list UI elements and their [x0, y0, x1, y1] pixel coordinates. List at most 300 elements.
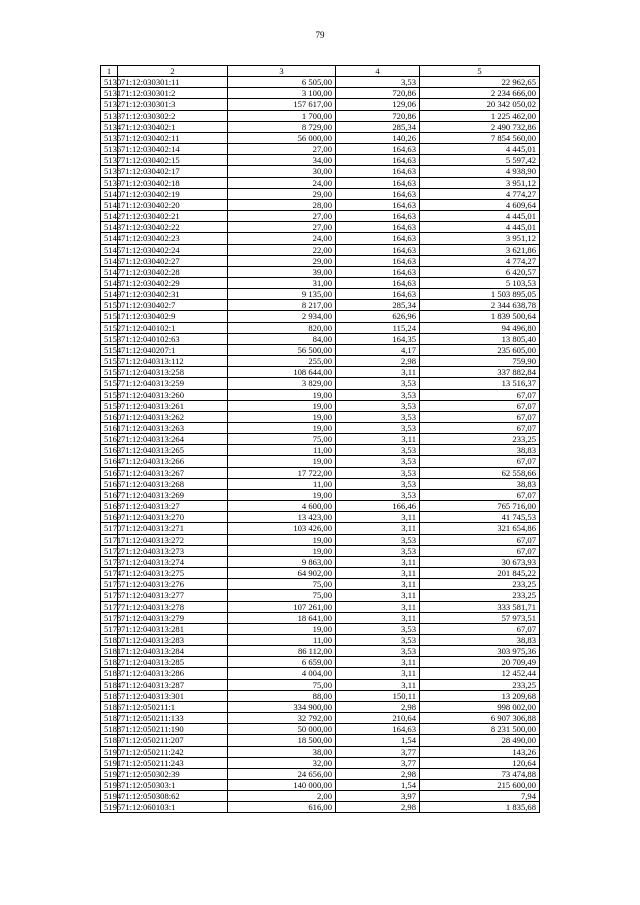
cadastral-number-cell: 71:12:040313:263: [118, 423, 228, 434]
row-number-cell: 5141: [101, 199, 118, 210]
row-number-cell: 5161: [101, 423, 118, 434]
area-value-cell: 9 863,00: [228, 556, 336, 567]
cadastral-value-cell: 321 654,86: [420, 523, 540, 534]
cadastral-value-cell: 28 490,00: [420, 735, 540, 746]
row-number-cell: 5152: [101, 322, 118, 333]
area-value-cell: 2 934,00: [228, 311, 336, 322]
area-value-cell: 4 004,00: [228, 668, 336, 679]
specific-value-cell: 164,35: [336, 333, 420, 344]
table-row: [101, 300, 540, 311]
area-value-cell: 3 829,00: [228, 378, 336, 389]
cadastral-value-cell: 201 845,22: [420, 568, 540, 579]
table-row: [101, 144, 540, 155]
specific-value-cell: 164,63: [336, 289, 420, 300]
specific-value-cell: 3,53: [336, 467, 420, 478]
table-body: [101, 77, 540, 813]
table-row: [101, 322, 540, 333]
cadastral-value-cell: 41 745,53: [420, 512, 540, 523]
cadastral-number-cell: 71:12:030301:11: [118, 77, 228, 88]
row-number-cell: 5186: [101, 701, 118, 712]
row-number-cell: 5133: [101, 110, 118, 121]
cadastral-number-cell: 71:12:030301:2: [118, 88, 228, 99]
cadastral-value-cell: 38,83: [420, 478, 540, 489]
table-row: [101, 411, 540, 422]
table-row: [101, 311, 540, 322]
area-value-cell: 75,00: [228, 579, 336, 590]
cadastral-value-cell: 303 975,36: [420, 646, 540, 657]
table-row: [101, 333, 540, 344]
area-value-cell: 11,00: [228, 634, 336, 645]
cadastral-number-cell: 71:12:050211:242: [118, 746, 228, 757]
specific-value-cell: 164,63: [336, 211, 420, 222]
row-number-cell: 5158: [101, 389, 118, 400]
cadastral-value-cell: 1 503 895,05: [420, 289, 540, 300]
specific-value-cell: 3,11: [336, 523, 420, 534]
specific-value-cell: 3,53: [336, 400, 420, 411]
specific-value-cell: 2,98: [336, 701, 420, 712]
area-value-cell: 22,00: [228, 244, 336, 255]
cadastral-value-cell: 57 973,51: [420, 612, 540, 623]
cadastral-value-cell: 62 558,66: [420, 467, 540, 478]
specific-value-cell: 3,11: [336, 568, 420, 579]
row-number-cell: 5194: [101, 791, 118, 802]
column-header-3: 3: [228, 66, 336, 77]
area-value-cell: 107 261,00: [228, 601, 336, 612]
row-number-cell: 5176: [101, 590, 118, 601]
table-row: [101, 523, 540, 534]
cadastral-number-cell: 71:12:040313:279: [118, 612, 228, 623]
specific-value-cell: 3,11: [336, 601, 420, 612]
table-row: [101, 378, 540, 389]
specific-value-cell: 3,53: [336, 478, 420, 489]
area-value-cell: 1 700,00: [228, 110, 336, 121]
row-number-cell: 5163: [101, 445, 118, 456]
specific-value-cell: 129,06: [336, 99, 420, 110]
row-number-cell: 5178: [101, 612, 118, 623]
specific-value-cell: 3,77: [336, 746, 420, 757]
cadastral-number-cell: 71:12:040207:1: [118, 344, 228, 355]
cadastral-number-cell: 71:12:030402:1: [118, 121, 228, 132]
table-row: [101, 512, 540, 523]
table-row: [101, 534, 540, 545]
cadastral-number-cell: 71:12:040313:112: [118, 356, 228, 367]
cadastral-value-cell: 13 805,40: [420, 333, 540, 344]
row-number-cell: 5138: [101, 166, 118, 177]
cadastral-value-cell: 3 951,12: [420, 233, 540, 244]
table-row: [101, 222, 540, 233]
cadastral-value-cell: 4 938,90: [420, 166, 540, 177]
table-row: [101, 445, 540, 456]
table-row: [101, 266, 540, 277]
cadastral-number-cell: 71:12:040313:275: [118, 568, 228, 579]
specific-value-cell: 3,11: [336, 434, 420, 445]
area-value-cell: 19,00: [228, 400, 336, 411]
specific-value-cell: 1,54: [336, 735, 420, 746]
row-number-cell: 5190: [101, 746, 118, 757]
area-value-cell: 18 641,00: [228, 612, 336, 623]
cadastral-value-cell: 4 609,64: [420, 199, 540, 210]
area-value-cell: 27,00: [228, 211, 336, 222]
cadastral-number-cell: 71:12:040313:271: [118, 523, 228, 534]
cadastral-number-cell: 71:12:040313:283: [118, 634, 228, 645]
row-number-cell: 5167: [101, 489, 118, 500]
row-number-cell: 5162: [101, 434, 118, 445]
cadastral-value-cell: 8 231 500,00: [420, 724, 540, 735]
area-value-cell: 27,00: [228, 222, 336, 233]
area-value-cell: 75,00: [228, 679, 336, 690]
area-value-cell: 30,00: [228, 166, 336, 177]
row-number-cell: 5177: [101, 601, 118, 612]
row-number-cell: 5156: [101, 367, 118, 378]
cadastral-value-cell: 1 835,68: [420, 802, 540, 813]
table-row: [101, 99, 540, 110]
row-number-cell: 5151: [101, 311, 118, 322]
row-number-cell: 5187: [101, 713, 118, 724]
cadastral-number-cell: 71:12:030402:20: [118, 199, 228, 210]
specific-value-cell: 164,63: [336, 244, 420, 255]
cadastral-value-cell: 337 882,84: [420, 367, 540, 378]
row-number-cell: 5146: [101, 255, 118, 266]
table-row: [101, 389, 540, 400]
row-number-cell: 5139: [101, 177, 118, 188]
cadastral-number-cell: 71:12:050303:1: [118, 780, 228, 791]
table-row: [101, 735, 540, 746]
table-row: [101, 657, 540, 668]
cadastral-number-cell: 71:12:050211:133: [118, 713, 228, 724]
area-value-cell: 27,00: [228, 144, 336, 155]
cadastral-value-cell: 67,07: [420, 545, 540, 556]
cadastral-value-cell: 67,07: [420, 389, 540, 400]
cadastral-value-cell: 759,90: [420, 356, 540, 367]
area-value-cell: 17 722,00: [228, 467, 336, 478]
area-value-cell: 75,00: [228, 590, 336, 601]
specific-value-cell: 164,63: [336, 266, 420, 277]
area-value-cell: 334 900,00: [228, 701, 336, 712]
cadastral-number-cell: 71:12:030402:28: [118, 266, 228, 277]
row-number-cell: 5193: [101, 780, 118, 791]
table-row: [101, 188, 540, 199]
cadastral-value-cell: 120,64: [420, 757, 540, 768]
cadastral-number-cell: 71:12:030402:18: [118, 177, 228, 188]
area-value-cell: 64 902,00: [228, 568, 336, 579]
table-row: [101, 456, 540, 467]
specific-value-cell: 1,54: [336, 780, 420, 791]
area-value-cell: 13 423,00: [228, 512, 336, 523]
specific-value-cell: 3,53: [336, 456, 420, 467]
area-value-cell: 56 500,00: [228, 344, 336, 355]
table-row: [101, 556, 540, 567]
specific-value-cell: 164,63: [336, 188, 420, 199]
area-value-cell: 11,00: [228, 478, 336, 489]
table-row: [101, 400, 540, 411]
cadastral-value-cell: 38,83: [420, 634, 540, 645]
table-row: [101, 679, 540, 690]
cadastral-value-cell: 4 445,01: [420, 144, 540, 155]
table-row: [101, 634, 540, 645]
table-row: [101, 199, 540, 210]
cadastral-number-cell: 71:12:030402:17: [118, 166, 228, 177]
cadastral-number-cell: 71:12:040313:267: [118, 467, 228, 478]
column-header-1: 1: [101, 66, 118, 77]
row-number-cell: 5175: [101, 579, 118, 590]
row-number-cell: 5170: [101, 523, 118, 534]
row-number-cell: 5180: [101, 634, 118, 645]
specific-value-cell: 720,86: [336, 88, 420, 99]
cadastral-value-cell: 998 002,00: [420, 701, 540, 712]
cadastral-value-cell: 5 597,42: [420, 155, 540, 166]
cadastral-value-cell: 22 962,65: [420, 77, 540, 88]
cadastral-number-cell: 71:12:040313:272: [118, 534, 228, 545]
specific-value-cell: 3,11: [336, 657, 420, 668]
cadastral-number-cell: 71:12:030402:21: [118, 211, 228, 222]
cadastral-number-cell: 71:12:040313:265: [118, 445, 228, 456]
cadastral-number-cell: 71:12:030402:7: [118, 300, 228, 311]
table-row: [101, 568, 540, 579]
cadastral-value-cell: 4 774,27: [420, 188, 540, 199]
cadastral-value-table: [100, 65, 540, 813]
specific-value-cell: 115,24: [336, 322, 420, 333]
specific-value-cell: 3,11: [336, 579, 420, 590]
cadastral-number-cell: 71:12:030402:27: [118, 255, 228, 266]
specific-value-cell: 164,63: [336, 177, 420, 188]
area-value-cell: 32,00: [228, 757, 336, 768]
specific-value-cell: 3,53: [336, 634, 420, 645]
cadastral-value-cell: 5 103,53: [420, 277, 540, 288]
cadastral-value-cell: 233,25: [420, 579, 540, 590]
cadastral-value-cell: 20 342 050,02: [420, 99, 540, 110]
cadastral-number-cell: 71:12:040313:269: [118, 489, 228, 500]
area-value-cell: 39,00: [228, 266, 336, 277]
row-number-cell: 5137: [101, 155, 118, 166]
table-header-row: [101, 66, 540, 77]
row-number-cell: 5130: [101, 77, 118, 88]
specific-value-cell: 3,53: [336, 623, 420, 634]
cadastral-number-cell: 71:12:040313:260: [118, 389, 228, 400]
area-value-cell: 820,00: [228, 322, 336, 333]
area-value-cell: 31,00: [228, 277, 336, 288]
specific-value-cell: 3,11: [336, 612, 420, 623]
row-number-cell: 5192: [101, 768, 118, 779]
cadastral-value-cell: 765 716,00: [420, 501, 540, 512]
row-number-cell: 5169: [101, 512, 118, 523]
cadastral-number-cell: 71:12:030402:9: [118, 311, 228, 322]
row-number-cell: 5159: [101, 400, 118, 411]
cadastral-number-cell: 71:12:030301:3: [118, 99, 228, 110]
area-value-cell: 75,00: [228, 434, 336, 445]
area-value-cell: 32 792,00: [228, 713, 336, 724]
cadastral-value-cell: 4 445,01: [420, 222, 540, 233]
column-header-4: 4: [336, 66, 420, 77]
specific-value-cell: 164,63: [336, 155, 420, 166]
row-number-cell: 5171: [101, 534, 118, 545]
area-value-cell: 3 100,00: [228, 88, 336, 99]
table-row: [101, 277, 540, 288]
row-number-cell: 5147: [101, 266, 118, 277]
cadastral-value-cell: 67,07: [420, 456, 540, 467]
cadastral-number-cell: 71:12:040313:261: [118, 400, 228, 411]
table-row: [101, 434, 540, 445]
cadastral-number-cell: 71:12:040313:258: [118, 367, 228, 378]
cadastral-number-cell: 71:12:040313:270: [118, 512, 228, 523]
cadastral-number-cell: 71:12:040313:266: [118, 456, 228, 467]
specific-value-cell: 285,34: [336, 300, 420, 311]
area-value-cell: 8 729,00: [228, 121, 336, 132]
specific-value-cell: 3,53: [336, 545, 420, 556]
cadastral-number-cell: 71:12:040313:268: [118, 478, 228, 489]
table-row: [101, 211, 540, 222]
cadastral-value-cell: 2 490 732,86: [420, 121, 540, 132]
area-value-cell: 255,00: [228, 356, 336, 367]
table-row: [101, 780, 540, 791]
cadastral-value-cell: 233,25: [420, 679, 540, 690]
row-number-cell: 5136: [101, 144, 118, 155]
area-value-cell: 11,00: [228, 445, 336, 456]
area-value-cell: 88,00: [228, 690, 336, 701]
area-value-cell: 29,00: [228, 255, 336, 266]
table-row: [101, 746, 540, 757]
table-row: [101, 467, 540, 478]
cadastral-value-cell: 233,25: [420, 434, 540, 445]
area-value-cell: 19,00: [228, 534, 336, 545]
cadastral-number-cell: 71:12:050308:62: [118, 791, 228, 802]
area-value-cell: 19,00: [228, 545, 336, 556]
cadastral-value-cell: 143,26: [420, 746, 540, 757]
specific-value-cell: 4,17: [336, 344, 420, 355]
specific-value-cell: 2,98: [336, 802, 420, 813]
table-row: [101, 233, 540, 244]
row-number-cell: 5189: [101, 735, 118, 746]
specific-value-cell: 285,34: [336, 121, 420, 132]
cadastral-value-cell: 67,07: [420, 534, 540, 545]
row-number-cell: 5195: [101, 802, 118, 813]
row-number-cell: 5165: [101, 467, 118, 478]
table-row: [101, 177, 540, 188]
table-row: [101, 110, 540, 121]
cadastral-value-cell: 67,07: [420, 423, 540, 434]
table-row: [101, 601, 540, 612]
area-value-cell: 6 659,00: [228, 657, 336, 668]
table-row: [101, 612, 540, 623]
cadastral-value-cell: 4 445,01: [420, 211, 540, 222]
cadastral-number-cell: 71:12:040313:301: [118, 690, 228, 701]
area-value-cell: 2,00: [228, 791, 336, 802]
area-value-cell: 19,00: [228, 423, 336, 434]
specific-value-cell: 3,53: [336, 646, 420, 657]
cadastral-number-cell: 71:12:030402:11: [118, 132, 228, 143]
cadastral-number-cell: 71:12:040102:63: [118, 333, 228, 344]
cadastral-number-cell: 71:12:050211:207: [118, 735, 228, 746]
row-number-cell: 5179: [101, 623, 118, 634]
cadastral-number-cell: 71:12:040313:276: [118, 579, 228, 590]
cadastral-number-cell: 71:12:050302:39: [118, 768, 228, 779]
table-row: [101, 121, 540, 132]
cadastral-number-cell: 71:12:030402:29: [118, 277, 228, 288]
row-number-cell: 5154: [101, 344, 118, 355]
specific-value-cell: 3,53: [336, 378, 420, 389]
specific-value-cell: 166,46: [336, 501, 420, 512]
row-number-cell: 5134: [101, 121, 118, 132]
specific-value-cell: 164,63: [336, 724, 420, 735]
table-row: [101, 132, 540, 143]
area-value-cell: 4 600,00: [228, 501, 336, 512]
row-number-cell: 5172: [101, 545, 118, 556]
specific-value-cell: 3,11: [336, 512, 420, 523]
cadastral-number-cell: 71:12:040102:1: [118, 322, 228, 333]
table-row: [101, 501, 540, 512]
cadastral-number-cell: 71:12:030402:19: [118, 188, 228, 199]
cadastral-value-cell: 94 496,80: [420, 322, 540, 333]
table-row: [101, 88, 540, 99]
specific-value-cell: 2,98: [336, 356, 420, 367]
cadastral-value-cell: 7 854 560,00: [420, 132, 540, 143]
specific-value-cell: 3,53: [336, 423, 420, 434]
row-number-cell: 5131: [101, 88, 118, 99]
cadastral-number-cell: 71:12:050211:243: [118, 757, 228, 768]
area-value-cell: 140 000,00: [228, 780, 336, 791]
specific-value-cell: 210,64: [336, 713, 420, 724]
area-value-cell: 50 000,00: [228, 724, 336, 735]
area-value-cell: 103 426,00: [228, 523, 336, 534]
area-value-cell: 29,00: [228, 188, 336, 199]
cadastral-value-cell: 13 209,68: [420, 690, 540, 701]
cadastral-number-cell: 71:12:040313:277: [118, 590, 228, 601]
specific-value-cell: 3,11: [336, 367, 420, 378]
cadastral-number-cell: 71:12:030302:2: [118, 110, 228, 121]
specific-value-cell: 150,11: [336, 690, 420, 701]
cadastral-number-cell: 71:12:040313:273: [118, 545, 228, 556]
cadastral-value-cell: 3 951,12: [420, 177, 540, 188]
table-row: [101, 367, 540, 378]
specific-value-cell: 626,96: [336, 311, 420, 322]
row-number-cell: 5174: [101, 568, 118, 579]
row-number-cell: 5145: [101, 244, 118, 255]
row-number-cell: 5168: [101, 501, 118, 512]
table-row: [101, 344, 540, 355]
cadastral-number-cell: 71:12:030402:23: [118, 233, 228, 244]
row-number-cell: 5166: [101, 478, 118, 489]
cadastral-value-cell: 67,07: [420, 411, 540, 422]
row-number-cell: 5150: [101, 300, 118, 311]
cadastral-value-cell: 67,07: [420, 400, 540, 411]
specific-value-cell: 3,53: [336, 489, 420, 500]
cadastral-number-cell: 71:12:040313:286: [118, 668, 228, 679]
row-number-cell: 5140: [101, 188, 118, 199]
table-row: [101, 724, 540, 735]
column-header-2: 2: [118, 66, 228, 77]
specific-value-cell: 3,11: [336, 590, 420, 601]
table-row: [101, 289, 540, 300]
cadastral-value-cell: 6 420,57: [420, 266, 540, 277]
cadastral-number-cell: 71:12:040313:278: [118, 601, 228, 612]
cadastral-number-cell: 71:12:040313:284: [118, 646, 228, 657]
row-number-cell: 5153: [101, 333, 118, 344]
specific-value-cell: 720,86: [336, 110, 420, 121]
area-value-cell: 34,00: [228, 155, 336, 166]
cadastral-value-cell: 2 344 638,78: [420, 300, 540, 311]
cadastral-value-cell: 1 225 462,00: [420, 110, 540, 121]
area-value-cell: 157 617,00: [228, 99, 336, 110]
row-number-cell: 5144: [101, 233, 118, 244]
cadastral-number-cell: 71:12:040313:27: [118, 501, 228, 512]
cadastral-value-cell: 1 839 500,64: [420, 311, 540, 322]
table-row: [101, 623, 540, 634]
table-row: [101, 356, 540, 367]
row-number-cell: 5148: [101, 277, 118, 288]
table-row: [101, 646, 540, 657]
cadastral-number-cell: 71:12:030402:24: [118, 244, 228, 255]
area-value-cell: 19,00: [228, 389, 336, 400]
table-row: [101, 579, 540, 590]
